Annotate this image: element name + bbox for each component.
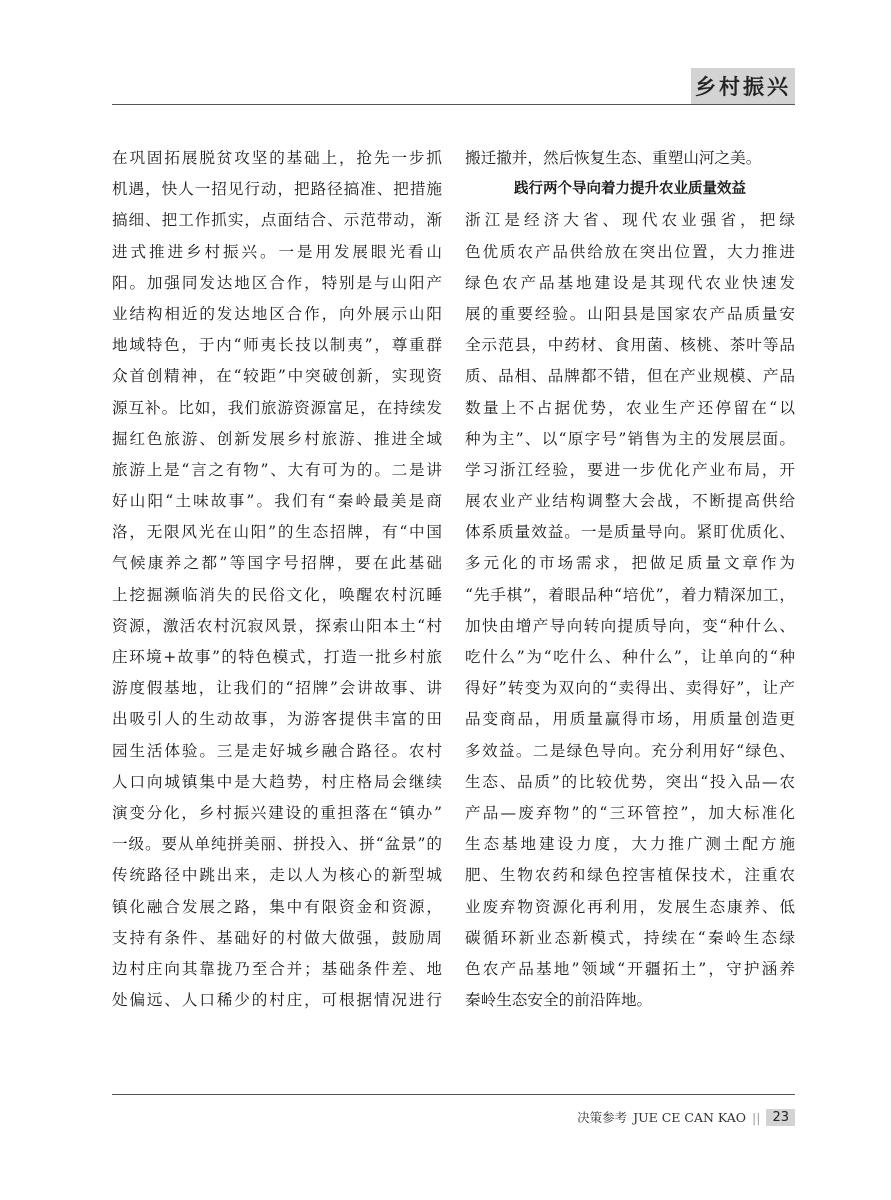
text-line: 掘红色旅游、创新发展乡村旅游、推进全域: [112, 429, 442, 448]
text-line: 园生活体验。三是走好城乡融合路径。农村: [112, 741, 442, 760]
text-line: 机遇，快人一招见行动，把路径搞准、把措施: [112, 180, 442, 199]
left-column: [112, 143, 442, 1016]
text-line: 绿色农产品基地建设是其现代农业快速发: [465, 273, 795, 292]
text-line: 得好”转变为双向的“卖得出、卖得好”，让产: [465, 679, 795, 698]
header-rule: [112, 104, 795, 105]
text-line: 业废弃物资源化再利用，发展生态康养、低: [465, 897, 795, 916]
text-line: 质、品相、品牌都不错，但在产业规模、产品: [465, 367, 795, 386]
right-lead-paragraph: [465, 143, 795, 174]
text-line: 一级。要从单纯拼美丽、拼投入、拼“盆景”的: [112, 835, 442, 854]
text-line: 生态基地建设力度，大力推广测土配方施: [465, 835, 795, 854]
text-line: 色农产品基地”领域“开疆拓土”，守护涵养: [465, 959, 795, 978]
text-line: 展的重要经验。山阳县是国家农产品质量安: [465, 304, 795, 323]
text-line: 庄环境+故事”的特色模式，打造一批乡村旅: [112, 648, 442, 666]
text-line: 人口向城镇集中是大趋势，村庄格局会继续: [112, 772, 442, 791]
text-line: 气候康养之都”等国字号招牌，要在此基础: [112, 554, 442, 573]
text-line: 上挖掘濒临消失的民俗文化，唤醒农村沉睡: [112, 585, 442, 604]
text-line: 色优质农产品供给放在突出位置，大力推进: [465, 242, 795, 261]
text-line: 业结构相近的发达地区合作，向外展示山阳: [112, 304, 442, 323]
journal-name-pinyin: JUE CE CAN KAO: [633, 1109, 747, 1125]
text-line: 加快由增产导向转向提质导向，变“种什么、: [465, 616, 795, 635]
text-line: “先手棋”，着眼品种“培优”，着力精深加工，: [465, 585, 795, 604]
text-line: 支持有条件、基础好的村做大做强，鼓励周: [112, 928, 442, 947]
text-line: 旅游上是“言之有物”、大有可为的。二是讲: [112, 460, 442, 479]
text-line: 进式推进乡村振兴。一是用发展眼光看山: [112, 242, 442, 261]
text-line: 数量上不占据优势，农业生产还停留在“以: [465, 398, 795, 417]
text-line: 全示范县，中药材、食用菌、核桃、茶叶等品: [465, 336, 795, 355]
page-number: 23: [766, 1109, 795, 1126]
footer-separator: ||: [752, 1109, 761, 1125]
text-line: 资源，激活农村沉寂风景，探索山阳本土“村: [112, 616, 442, 635]
text-line: 多效益。二是绿色导向。充分利用好“绿色、: [465, 741, 795, 760]
journal-name-cn: 决策参考: [577, 1110, 628, 1125]
left-paragraph: [112, 143, 442, 1016]
right-body-paragraph: [465, 205, 795, 1016]
text-line: 产品—废弃物”的“三环管控”，加大标准化: [465, 803, 795, 822]
text-line: 阳。加强同发达地区合作，特别是与山阳产: [112, 273, 442, 292]
text-line: 品变商品，用质量赢得市场，用质量创造更: [465, 710, 795, 729]
text-line: 边村庄向其靠拢乃至合并；基础条件差、地: [112, 959, 442, 978]
text-line: 镇化融合发展之路，集中有限资金和资源，: [112, 897, 442, 916]
footer-rule: [112, 1094, 795, 1095]
text-line: 演变分化，乡村振兴建设的重担落在“镇办”: [112, 803, 442, 822]
text-line: 种为主”、以“原字号”销售为主的发展层面。: [465, 429, 795, 448]
text-line: 传统路径中跳出来，走以人为核心的新型城: [112, 866, 442, 885]
section-label: 乡村振兴: [691, 68, 795, 104]
right-column: [465, 143, 795, 1016]
text-line: 处偏远、人口稀少的村庄，可根据情况进行: [112, 991, 442, 1010]
section-heading: 践行两个导向着力提升农业质量效益: [514, 181, 746, 198]
text-line: 吃什么”为“吃什么、种什么”，让单向的“种: [465, 648, 795, 666]
text-line: 碳循环新业态新模式，持续在“秦岭生态绿: [465, 928, 795, 947]
text-line: 体系质量效益。一是质量导向。紧盯优质化、: [465, 523, 795, 542]
text-line: 出吸引人的生动故事，为游客提供丰富的田: [112, 710, 442, 729]
text-line: 洛，无限风光在山阳”的生态招牌，有“中国: [112, 523, 442, 542]
text-line: 游度假基地，让我们的“招牌”会讲故事、讲: [112, 679, 442, 698]
text-line: 地域特色，于内“师夷长技以制夷”，尊重群: [112, 336, 442, 355]
text-line: 肥、生物农药和绿色控害植保技术，注重农: [465, 866, 795, 885]
text-line: 学习浙江经验，要进一步优化产业布局，开: [465, 460, 795, 479]
text-line: 在巩固拓展脱贫攻坚的基础上，抢先一步抓: [112, 149, 442, 167]
text-line: 好山阳“土味故事”。我们有“秦岭最美是商: [112, 492, 442, 511]
text-line: 多元化的市场需求，把做足质量文章作为: [465, 554, 795, 573]
page-footer: [577, 1108, 795, 1126]
text-line: 展农业产业结构调整大会战，不断提高供给: [465, 492, 795, 511]
text-line: 搬迁撤并，然后恢复生态、重塑山河之美。: [465, 149, 762, 167]
text-line: 生态、品质”的比较优势，突出“投入品—农: [465, 772, 795, 791]
text-line: 源互补。比如，我们旅游资源富足，在持续发: [112, 398, 442, 417]
text-line: 秦岭生态安全的前沿阵地。: [465, 991, 653, 1010]
text-line: 浙江是经济大省、现代农业强省，把绿: [465, 211, 795, 230]
text-line: 搞细、把工作抓实，点面结合、示范带动，渐: [112, 211, 442, 230]
text-line: 众首创精神，在“较距”中突破创新，实现资: [112, 367, 442, 386]
